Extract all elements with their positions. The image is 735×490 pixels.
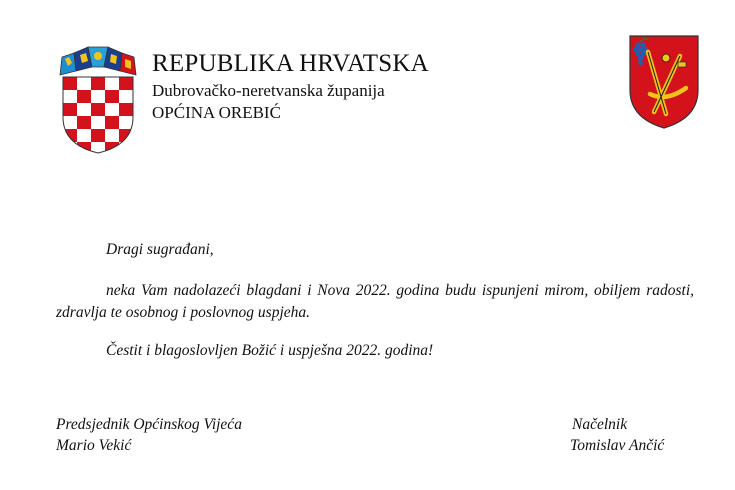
greeting bbox=[56, 239, 694, 261]
paragraph-wishes: neka Vam nadolazeći blagdani i Nova 2022. godina budu ispunjeni mirom, obiljem radosti, zdravlja te osobnog i poslovnog uspjeha. bbox=[56, 282, 694, 321]
signature-right-role: Načelnik bbox=[572, 416, 628, 433]
signature-left-role: Predsjednik Općinskog Vijeća bbox=[56, 416, 242, 433]
signature-right bbox=[570, 414, 664, 456]
signature-left-name: Mario Vekić bbox=[56, 437, 132, 454]
paragraph-christmas: Čestit i blagoslovljen Božić i uspješna 2022. godina! bbox=[106, 342, 434, 359]
greeting-text: Dragi sugrađani, bbox=[106, 241, 214, 258]
orebic-coat-of-arms-icon bbox=[626, 32, 702, 132]
letterhead bbox=[152, 50, 429, 124]
signature-right-name: Tomislav Ančić bbox=[570, 437, 665, 454]
county-name: Dubrovačko-neretvanska županija bbox=[152, 81, 385, 100]
croatian-coat-of-arms-icon bbox=[56, 45, 140, 155]
country-title: REPUBLIKA HRVATSKA bbox=[152, 50, 429, 77]
signature-left bbox=[56, 414, 242, 456]
municipality-name: OPĆINA OREBIĆ bbox=[152, 103, 281, 122]
